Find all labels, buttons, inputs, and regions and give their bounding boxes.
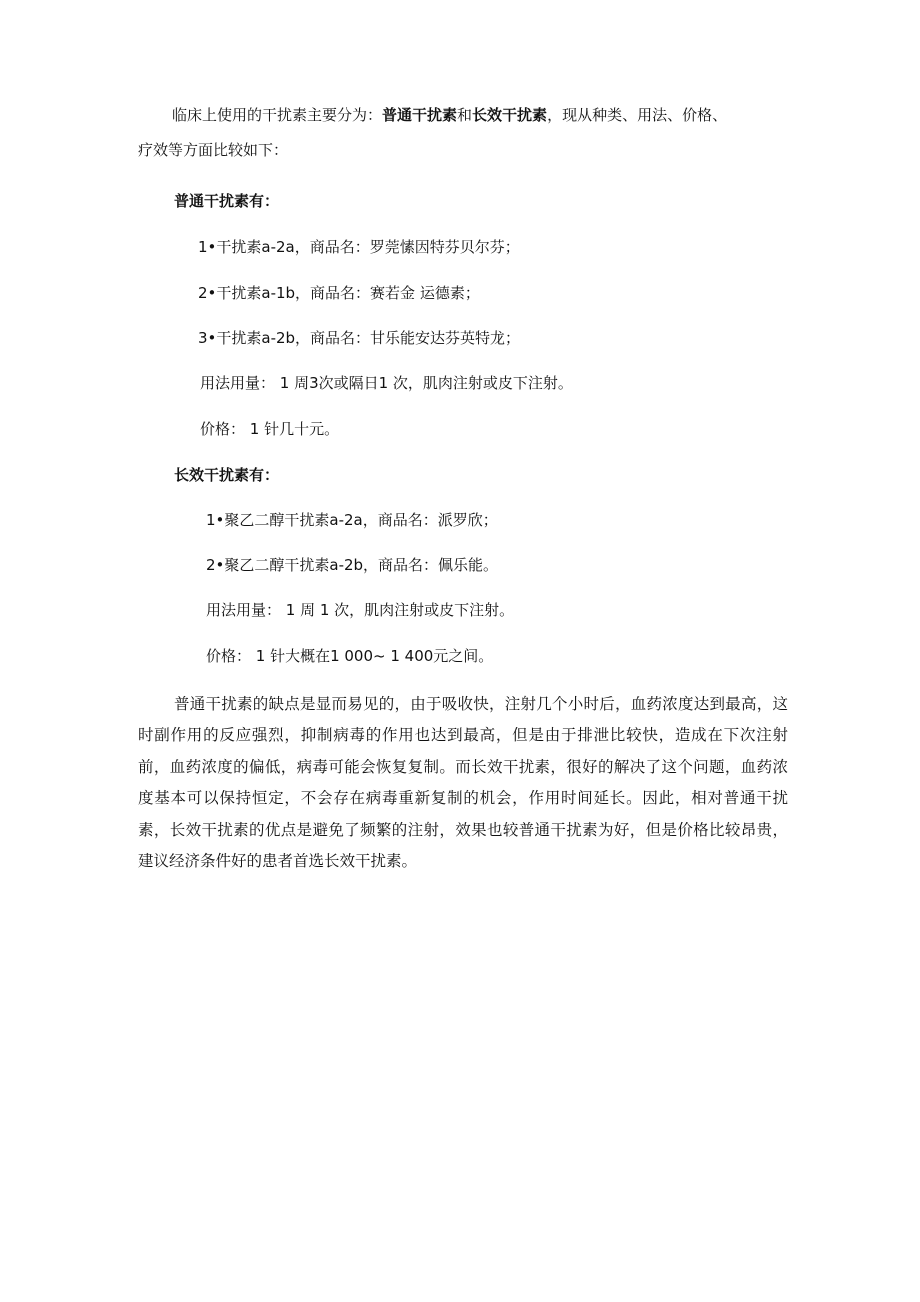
intro-line-1 xyxy=(172,105,727,125)
intro-lead-text: 临床上使用的干扰素主要分为： xyxy=(172,106,383,124)
ordinary-item-1: 1•干扰素a-2a，商品名：罗莞愫因特芬贝尔芬； xyxy=(198,238,520,256)
long-acting-usage: 用法用量： 1 周 1 次，肌肉注射或皮下注射。 xyxy=(206,601,515,619)
long-acting-interferon-term: 长效干扰素 xyxy=(472,106,548,124)
long-acting-item-2: 2•聚乙二醇干扰素a-2b，商品名：佩乐能。 xyxy=(206,556,499,574)
intro-line-2: 疗效等方面比较如下： xyxy=(138,141,289,159)
ordinary-usage: 用法用量： 1 周3次或隔日1 次，肌肉注射或皮下注射。 xyxy=(200,374,573,392)
intro-trailing-text: ，现从种类、用法、价格、 xyxy=(547,106,728,124)
conjunction-text: 和 xyxy=(457,106,473,124)
conclusion-paragraph: 普通干扰素的缺点是显而易见的，由于吸收快，注射几个小时后，血药浓度达到最高，这时副作用的反应强烈，抑制病毒的作用也达到最高，但是由于排泄比较快，造成在下次注射前，血药浓度的偏低，病毒可能会恢复复制。而长效干扰素，很好的解决了这个问题，血药浓度基本可以保持恒定，不会存在病毒重新复制的机会，作用时间延长。因此，相对普通干扰素，长效干扰素的优点是避免了频繁的注射，效果也较普通干扰素为好，但是价格比较昂贵，建议经济条件好的患者首选长效干扰素。 xyxy=(138,695,788,871)
ordinary-item-2: 2•干扰素a-1b，商品名：赛若金 运德素； xyxy=(198,284,480,302)
ordinary-price: 价格： 1 针几十元。 xyxy=(200,420,340,438)
long-acting-heading: 长效干扰素有： xyxy=(174,466,280,484)
ordinary-interferon-term: 普通干扰素 xyxy=(382,106,458,124)
ordinary-heading: 普通干扰素有： xyxy=(174,192,280,210)
ordinary-item-3: 3•干扰素a-2b，商品名：甘乐能安达芬英特龙； xyxy=(198,329,521,347)
long-acting-price: 价格： 1 针大概在1 000~ 1 400元之间。 xyxy=(206,647,494,665)
long-acting-item-1: 1•聚乙二醇干扰素a-2a，商品名：派罗欣； xyxy=(206,511,498,529)
